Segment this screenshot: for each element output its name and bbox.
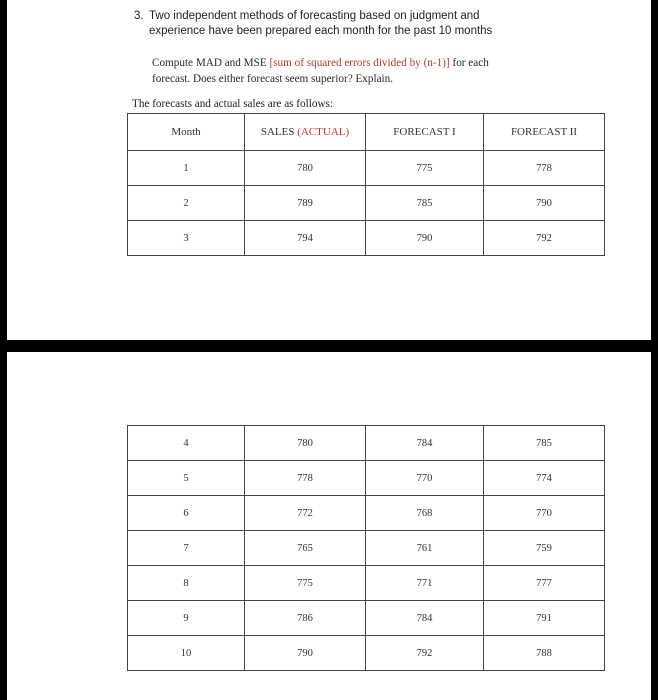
cell-forecast-2: 759	[484, 531, 605, 566]
cell-month: 3	[128, 221, 245, 256]
header-forecast-1: FORECAST I	[366, 114, 484, 151]
table-row	[128, 221, 605, 256]
cell-month: 2	[128, 186, 245, 221]
cell-forecast-1: 770	[366, 461, 484, 496]
question-line-1: Two independent methods of forecasting based on judgment and	[149, 10, 480, 22]
cell-forecast-2: 792	[484, 221, 605, 256]
cell-sales: 765	[245, 531, 366, 566]
header-sales-actual: (ACTUAL)	[297, 126, 350, 138]
cell-forecast-2: 774	[484, 461, 605, 496]
table-row	[128, 186, 605, 221]
cell-sales: 789	[245, 186, 366, 221]
table-header-row	[128, 114, 605, 151]
cell-forecast-2: 770	[484, 496, 605, 531]
cell-forecast-1: 784	[366, 426, 484, 461]
cell-forecast-2: 791	[484, 601, 605, 636]
cell-month: 8	[128, 566, 245, 601]
cell-forecast-1: 771	[366, 566, 484, 601]
question-line-2: experience have been prepared each month for the past 10 months	[149, 25, 493, 37]
cell-sales: 775	[245, 566, 366, 601]
header-sales-prefix: SALES	[260, 126, 298, 138]
cell-month: 1	[128, 151, 245, 186]
cell-month: 4	[128, 426, 245, 461]
cell-month: 5	[128, 461, 245, 496]
cell-forecast-1: 785	[366, 186, 484, 221]
cell-forecast-2: 777	[484, 566, 605, 601]
cell-sales: 778	[245, 461, 366, 496]
cell-forecast-2: 788	[484, 636, 605, 671]
cell-forecast-1: 775	[366, 151, 484, 186]
cell-month: 9	[128, 601, 245, 636]
cell-sales: 794	[245, 221, 366, 256]
cell-month: 6	[128, 496, 245, 531]
cell-forecast-1: 784	[366, 601, 484, 636]
table-row	[128, 461, 605, 496]
instructions-red-note: [sum of squared errors divided by (n-1)]	[269, 57, 450, 69]
cell-month: 7	[128, 531, 245, 566]
forecast-table-part-1	[127, 113, 605, 256]
cell-forecast-1: 792	[366, 636, 484, 671]
cell-sales: 772	[245, 496, 366, 531]
cell-forecast-2: 778	[484, 151, 605, 186]
instructions	[152, 55, 612, 87]
table-row	[128, 636, 605, 671]
cell-forecast-2: 785	[484, 426, 605, 461]
table-row	[128, 566, 605, 601]
instructions-part-3: for each	[449, 57, 489, 69]
header-forecast-2: FORECAST II	[484, 114, 605, 151]
instructions-part-1: Compute MAD and MSE	[152, 57, 270, 69]
cell-month: 10	[128, 636, 245, 671]
table-row	[128, 496, 605, 531]
instructions-line-2: forecast. Does either forecast seem superior? Explain.	[152, 73, 394, 85]
cell-sales: 780	[245, 151, 366, 186]
question-text	[134, 9, 594, 39]
table-row	[128, 601, 605, 636]
cell-forecast-1: 790	[366, 221, 484, 256]
header-sales	[245, 114, 366, 151]
cell-sales: 786	[245, 601, 366, 636]
cell-forecast-1: 768	[366, 496, 484, 531]
header-month: Month	[128, 114, 245, 151]
cell-forecast-2: 790	[484, 186, 605, 221]
table-row	[128, 531, 605, 566]
cell-sales: 780	[245, 426, 366, 461]
table-row	[128, 426, 605, 461]
cell-sales: 790	[245, 636, 366, 671]
cell-forecast-1: 761	[366, 531, 484, 566]
table-row	[128, 151, 605, 186]
question-number: 3.	[134, 10, 144, 22]
table-intro: The forecasts and actual sales are as follows:	[132, 98, 333, 110]
forecast-table-part-2	[127, 425, 605, 671]
